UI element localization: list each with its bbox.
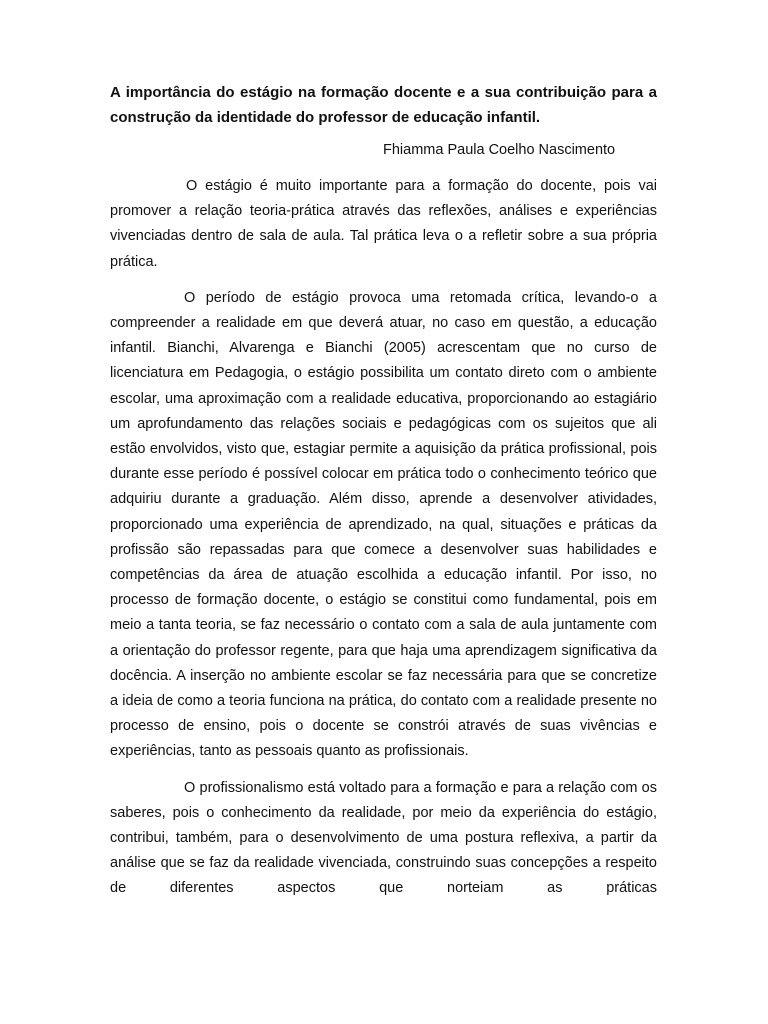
author-name: Fhiamma Paula Coelho Nascimento (383, 142, 616, 158)
document-page (110, 80, 657, 902)
paragraph-2: O período de estágio provoca uma retomada crítica, levando-o a compreender a realidade em que deverá atuar, no caso em questão, a educação infantil. Bianchi, Alvarenga e Bianchi (2005) acrescentam que no curso de licenciatura em Pedagogia, o estágio possibilita um contato direto com o ambiente escolar, uma aproximação com a realidade educativa, proporcionando ao estagiário um aprofundamento das relações sociais e pedagógicas com os sujeitos que ali estão envolvidos, visto que, estagiar permite a aquisição da prática profissional, pois durante esse período é possível colocar em prática todo o conhecimento teórico que adquiriu durante a graduação. Além disso, aprende a desenvolver atividades, proporcionado uma experiência de aprendizado, na qual, situações e práticas da profissão são repassadas para que comece a desenvolver suas habilidades e competências da área de atuação escolhida a educação infantil. Por isso, no processo de formação docente, o estágio se constitui como fundamental, pois em meio a tanta teoria, se faz necessário o contato com a sala de aula juntamente com a orientação do professor regente, para que haja uma aprendizagem significativa da docência. A inserção no ambiente escolar se faz necessária para que se concretize a ideia de como a teoria funciona na prática, do contato com a realidade presente no processo de ensino, pois o docente se constrói através de suas vivências e experiências, tanto as pessoais quanto as profissionais. (110, 289, 657, 760)
document-title: A importância do estágio na formação docente e a sua contribuição para a construção da identidade do professor de educação infantil. (110, 84, 657, 126)
paragraph-1: O estágio é muito importante para a formação do docente, pois vai promover a relação teoria-prática através das reflexões, análises e experiências vivenciadas dentro de sala de aula. Tal prática leva o a refletir sobre a sua própria prática. (110, 178, 657, 270)
paragraph-3: O profissionalismo está voltado para a formação e para a relação com os saberes, pois o conhecimento da realidade, por meio da experiência do estágio, contribui, também, para o desenvolvimento de uma postura reflexiva, a partir da análise que se faz da realidade vivenciada, construindo suas concepções a respeito de diferentes aspectos que norteiam as práticas (110, 779, 657, 897)
